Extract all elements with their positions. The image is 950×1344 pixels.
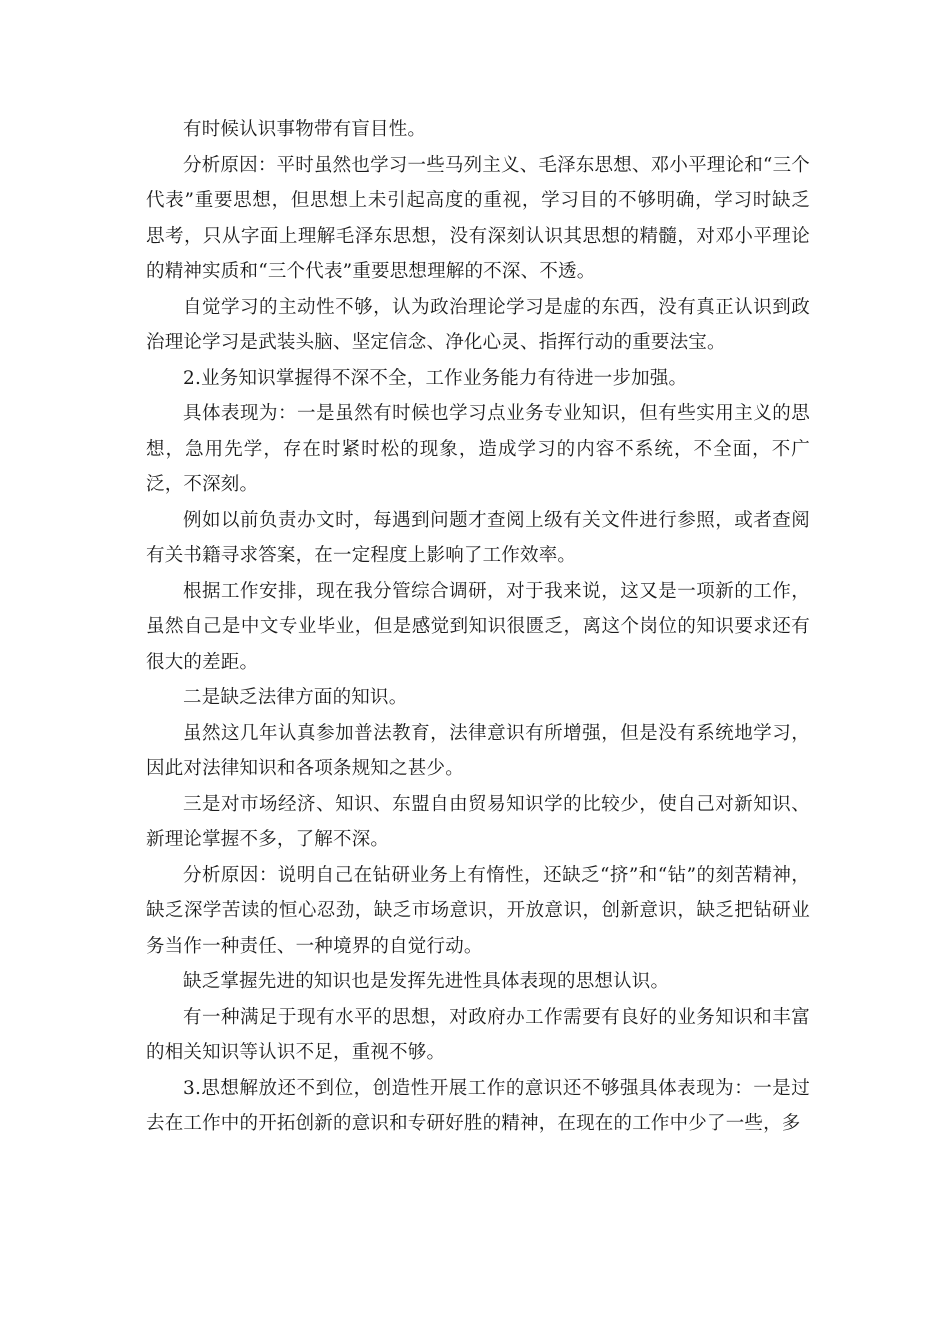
paragraph-4: 2.业务知识掌握得不深不全，工作业务能力有待进一步加强。 — [183, 367, 688, 389]
paragraph-3: 自觉学习的主动性不够，认为政治理论学习是虚的东西，没有真正认识到政治理论学习是武装头脑、坚定信念、净化心灵、指挥行动的重要法宝。 — [146, 296, 810, 353]
paragraph-12: 缺乏掌握先进的知识也是发挥先进性具体表现的思想认识。 — [183, 971, 670, 992]
paragraph-13: 有一种满足于现有水平的思想，对政府办工作需要有良好的业务知识和丰富的相关知识等认识不足，重视不够。 — [146, 1006, 810, 1063]
paragraph-7: 根据工作安排，现在我分管综合调研，对于我来说，这又是一项新的工作，虽然自己是中文专业毕业，但是感觉到知识很匮乏，离这个岗位的知识要求还有很大的差距。 — [146, 580, 810, 673]
paragraph-1: 有时候认识事物带有盲目性。 — [183, 119, 427, 140]
paragraph-6: 例如以前负责办文时，每遇到问题才查阅上级有关文件进行参照，或者查阅有关书籍寻求答案，在一定程度上影响了工作效率。 — [146, 509, 810, 566]
paragraph-11: 分析原因：说明自己在钻研业务上有惰性，还缺乏“挤”和“钻”的刻苦精神，缺乏深学苦读的恒心忍劲，缺乏市场意识，开放意识，创新意识，缺乏把钻研业务当作一种责任、一种境界的自觉行动。 — [146, 864, 810, 957]
paragraph-8: 二是缺乏法律方面的知识。 — [183, 687, 408, 708]
paragraph-14: 3.思想解放还不到位，创造性开展工作的意识还不够强具体表现为：一是过去在工作中的开拓创新的意识和专研好胜的精神，在现在的工作中少了一些，多 — [146, 1077, 810, 1134]
paragraph-2: 分析原因：平时虽然也学习一些马列主义、毛泽东思想、邓小平理论和“三个代表”重要思想，但思想上未引起高度的重视，学习目的不够明确，学习时缺乏思考，只从字面上理解毛泽东思想，没有深刻认识其思想的精髓，对邓小平理论的精神实质和“三个代表”重要思想理解的不深、不透。 — [146, 154, 810, 282]
paragraph-9: 虽然这几年认真参加普法教育，法律意识有所增强，但是没有系统地学习，因此对法律知识和各项条规知之甚少。 — [146, 722, 810, 779]
paragraph-5: 具体表现为：一是虽然有时候也学习点业务专业知识，但有些实用主义的思想，急用先学，存在时紧时松的现象，造成学习的内容不系统，不全面，不广泛，不深刻。 — [146, 403, 810, 495]
document-body — [146, 112, 810, 1142]
paragraph-10: 三是对市场经济、知识、东盟自由贸易知识学的比较少，使自己对新知识、新理论掌握不多，了解不深。 — [146, 793, 810, 850]
